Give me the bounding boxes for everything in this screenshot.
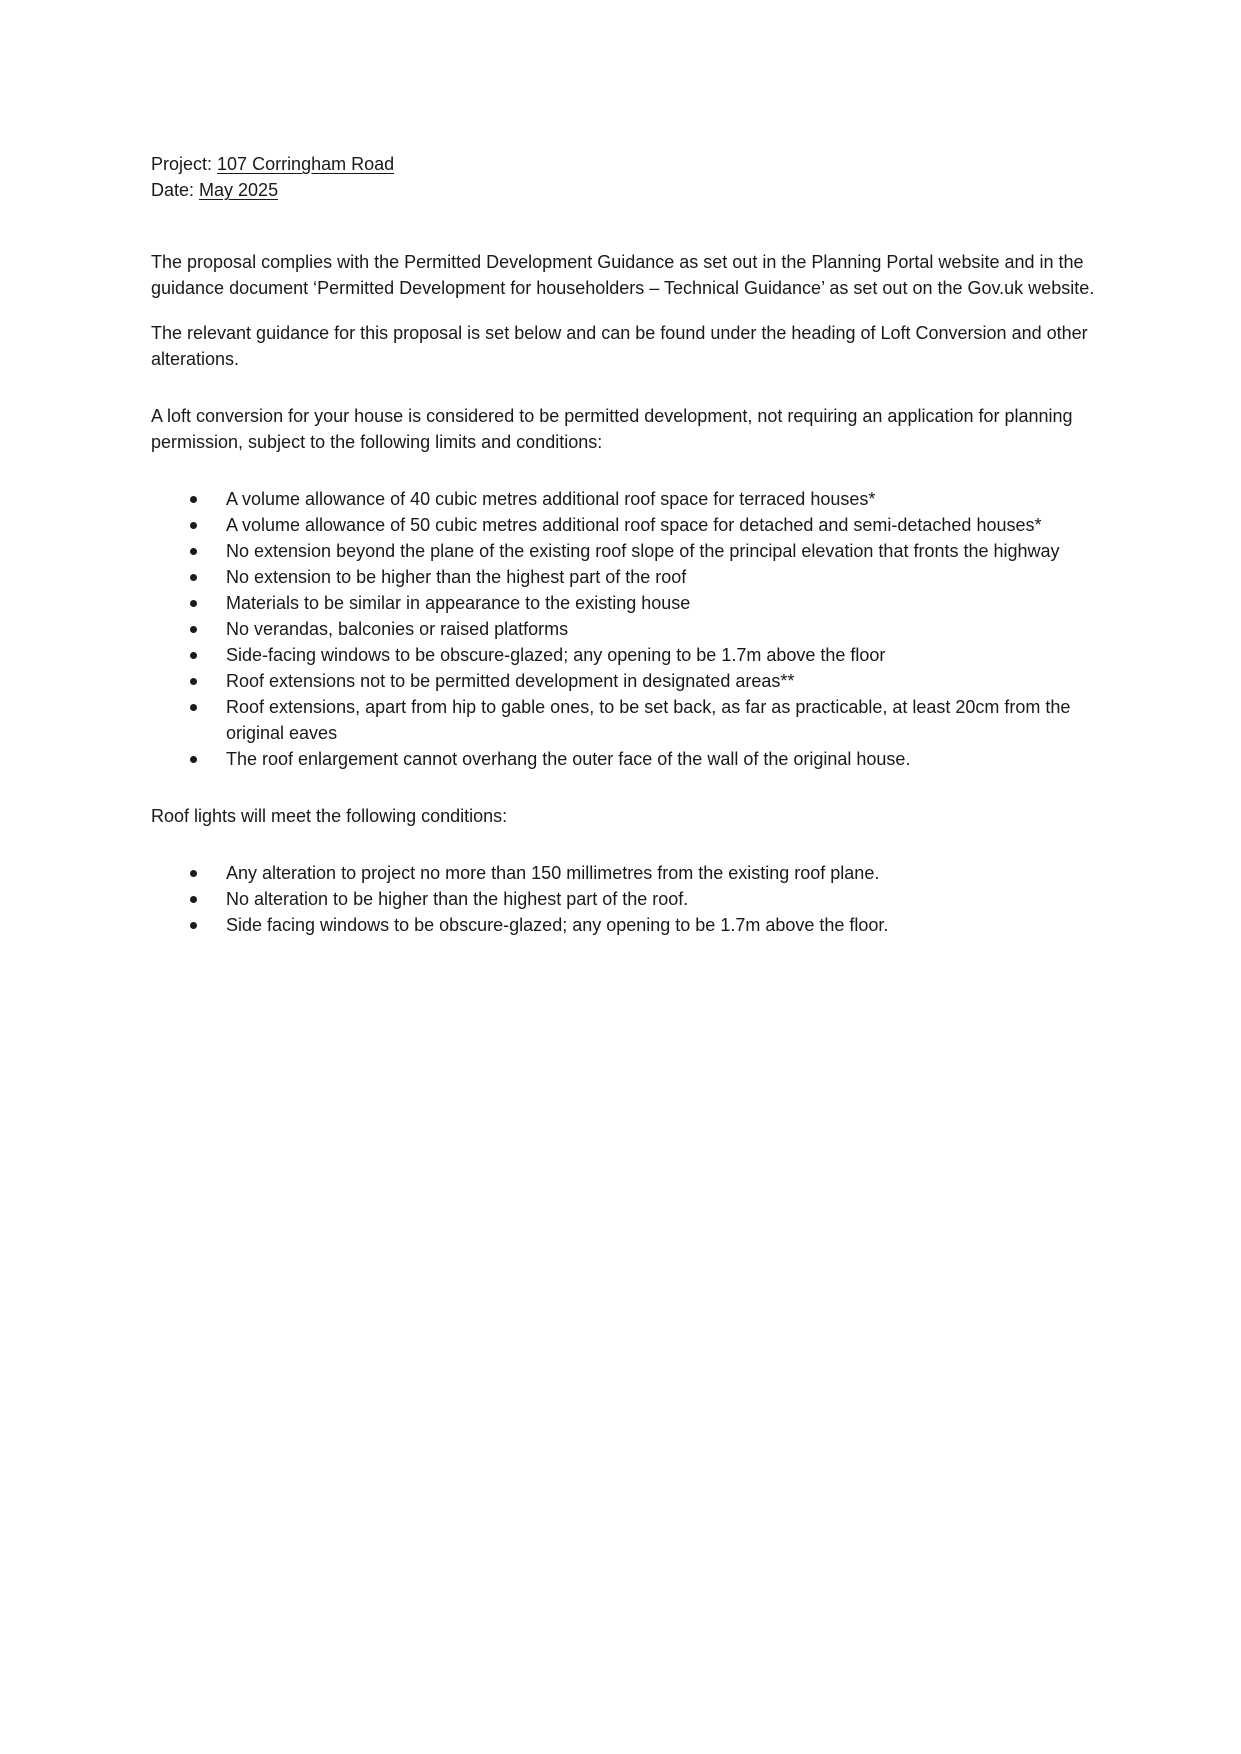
list-item-text: Roof extensions not to be permitted development in designated areas** <box>226 671 795 691</box>
bullet-icon <box>190 522 197 529</box>
project-value: 107 Corringham Road <box>217 154 395 174</box>
project-line <box>151 151 1096 177</box>
date-line <box>151 177 1096 203</box>
list-item-text: Side facing windows to be obscure-glazed; any opening to be 1.7m above the floor. <box>226 915 889 935</box>
list-item <box>151 538 1096 564</box>
bullet-icon <box>190 678 197 685</box>
list-item-text: Any alteration to project no more than 150 millimetres from the existing roof plane. <box>226 863 880 883</box>
list-item <box>151 746 1096 772</box>
list-item-text: No alteration to be higher than the highest part of the roof. <box>226 889 689 909</box>
relevant-guidance-paragraph: The relevant guidance for this proposal is set below and can be found under the heading of Loft Conversion and other alterations. <box>151 323 1088 369</box>
list-item-text: A volume allowance of 50 cubic metres additional roof space for detached and semi-detached houses* <box>226 515 1042 535</box>
document-body <box>151 151 1096 938</box>
list-item-text: Side-facing windows to be obscure-glazed; any opening to be 1.7m above the floor <box>226 645 886 665</box>
list-item-text: A volume allowance of 40 cubic metres additional roof space for terraced houses* <box>226 489 876 509</box>
bullet-icon <box>190 548 197 555</box>
bullet-icon <box>190 896 197 903</box>
list-item-text: Materials to be similar in appearance to the existing house <box>226 593 691 613</box>
bullet-icon <box>190 496 197 503</box>
roof-lights-conditions-list <box>151 860 1096 938</box>
list-item <box>151 886 1096 912</box>
date-label: Date: <box>151 180 200 200</box>
list-item-text: No verandas, balconies or raised platforms <box>226 619 569 639</box>
list-item <box>151 564 1096 590</box>
list-item <box>151 616 1096 642</box>
list-item-text: No extension to be higher than the highest part of the roof <box>226 567 687 587</box>
list-item-text: The roof enlargement cannot overhang the outer face of the wall of the original house. <box>226 749 911 769</box>
list-item <box>151 668 1096 694</box>
list-item <box>151 486 1096 512</box>
bullet-icon <box>190 870 197 877</box>
list-item <box>151 860 1096 886</box>
list-item <box>151 590 1096 616</box>
bullet-icon <box>190 626 197 633</box>
loft-conversion-paragraph: A loft conversion for your house is considered to be permitted development, not requiring an application for planning permission, subject to the following limits and conditions: <box>151 406 1073 452</box>
list-item <box>151 912 1096 938</box>
bullet-icon <box>190 704 197 711</box>
list-item-text: Roof extensions, apart from hip to gable ones, to be set back, as far as practicable, at least 20cm from the original eaves <box>226 697 1071 743</box>
loft-conditions-list <box>151 486 1096 772</box>
intro-paragraph: The proposal complies with the Permitted Development Guidance as set out in the Planning Portal website and in the guidance document ‘Permitted Development for householders – Technical Guidance’ as set out on the Gov.uk website. <box>151 252 1095 298</box>
bullet-icon <box>190 652 197 659</box>
date-value: May 2025 <box>199 180 279 200</box>
list-item-text: No extension beyond the plane of the existing roof slope of the principal elevation that fronts the highway <box>226 541 1060 561</box>
list-item <box>151 642 1096 668</box>
list-item <box>151 512 1096 538</box>
bullet-icon <box>190 574 197 581</box>
bullet-icon <box>190 756 197 763</box>
project-label: Project: <box>151 154 218 174</box>
list-item <box>151 694 1096 746</box>
bullet-icon <box>190 600 197 607</box>
roof-lights-paragraph: Roof lights will meet the following conditions: <box>151 806 508 826</box>
bullet-icon <box>190 922 197 929</box>
